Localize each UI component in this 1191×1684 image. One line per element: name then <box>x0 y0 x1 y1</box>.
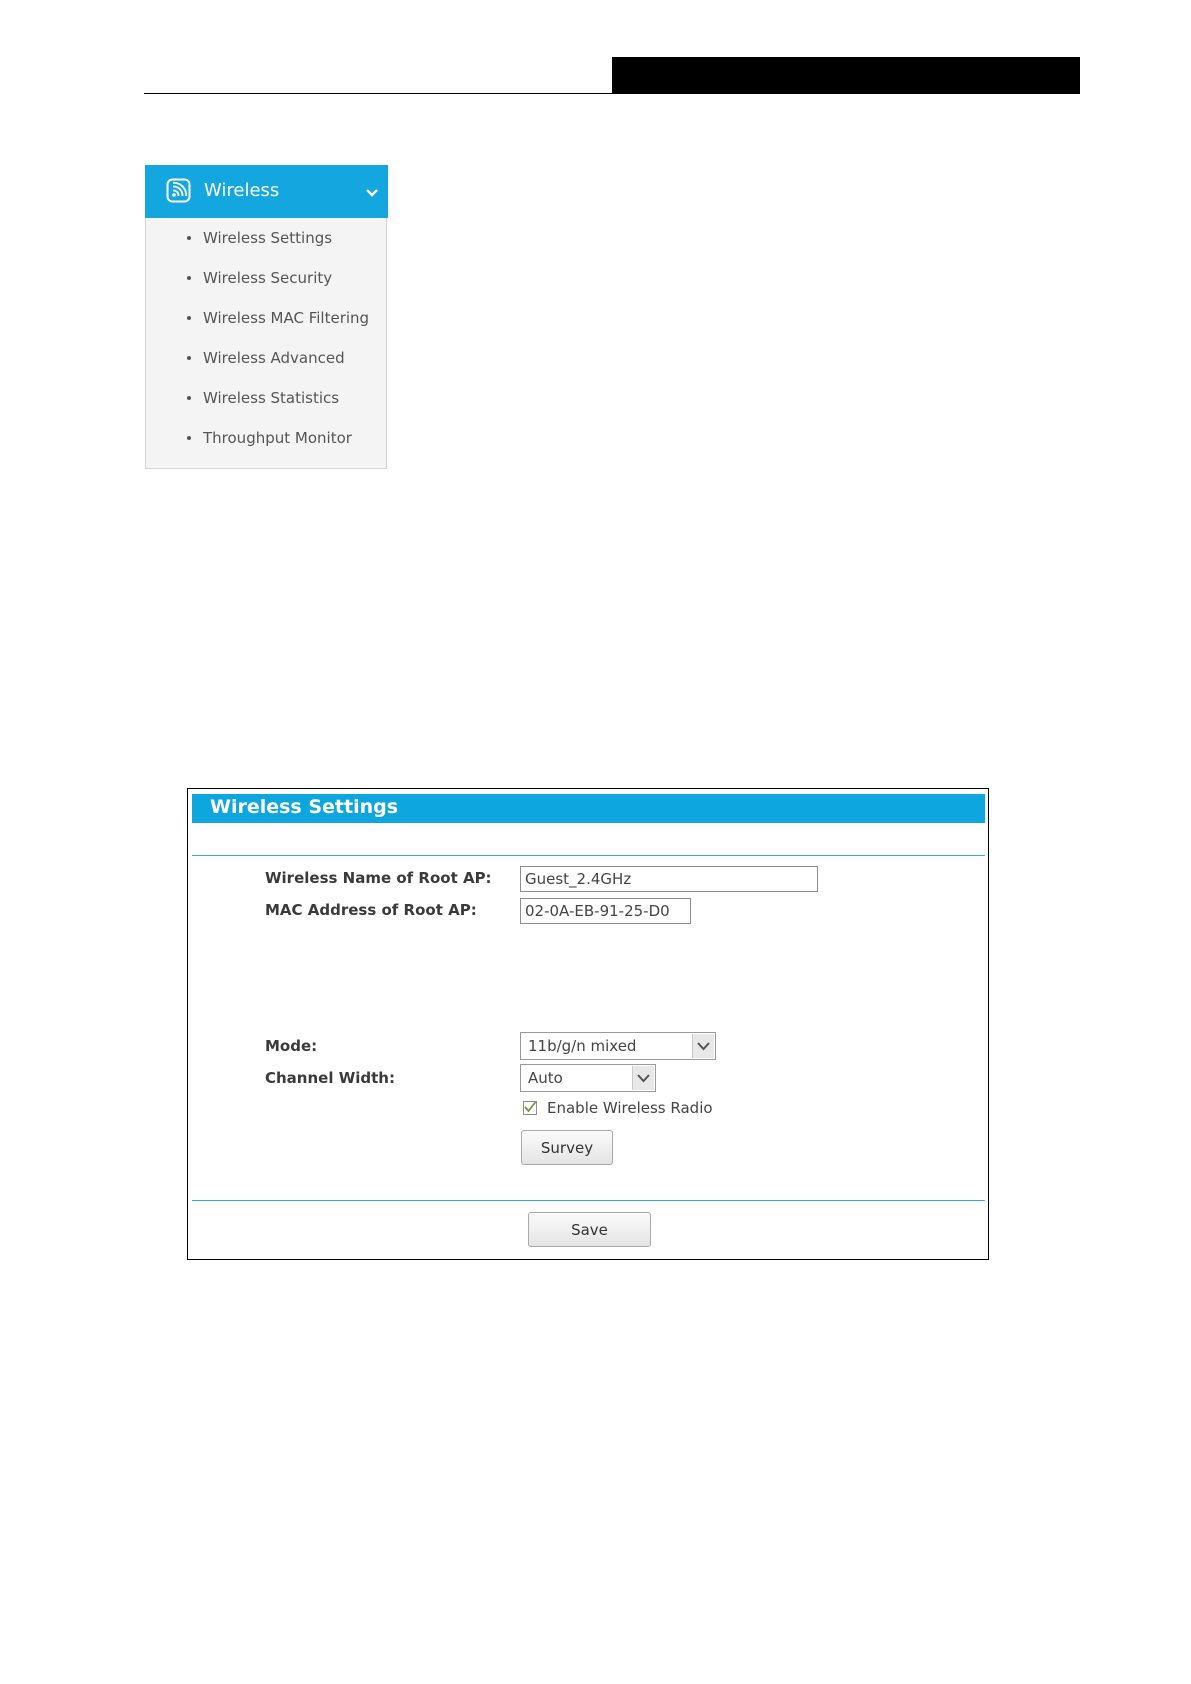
wifi-icon <box>166 178 191 203</box>
survey-button[interactable]: Survey <box>521 1130 613 1165</box>
menu-title: Wireless <box>204 180 280 201</box>
menu-header-wireless[interactable] <box>145 165 388 218</box>
panel-title: Wireless Settings <box>210 796 399 818</box>
menu-item-label: Wireless Advanced <box>203 349 345 367</box>
menu-item-label: Wireless MAC Filtering <box>203 309 370 327</box>
mode-value: 11b/g/n mixed <box>528 1037 637 1055</box>
menu-item-wireless-advanced[interactable] <box>146 338 386 378</box>
bullet-icon <box>187 316 191 320</box>
header-rule <box>144 93 1080 94</box>
root-ap-mac-field[interactable]: 02-0A-EB-91-25-D0 <box>520 898 691 924</box>
root-ap-name-label: Wireless Name of Root AP: <box>265 869 492 887</box>
menu-item-wireless-mac-filtering[interactable] <box>146 298 386 338</box>
chevron-down-icon <box>633 1066 654 1090</box>
menu-item-label: Wireless Statistics <box>203 389 340 407</box>
menu-list <box>146 218 386 458</box>
menu-item-throughput-monitor[interactable] <box>146 418 386 458</box>
bullet-icon <box>187 236 191 240</box>
menu-item-wireless-security[interactable] <box>146 258 386 298</box>
mode-select[interactable] <box>520 1032 716 1060</box>
dropdown-arrow <box>692 1034 714 1058</box>
channel-width-select[interactable] <box>520 1064 656 1092</box>
save-button[interactable]: Save <box>528 1212 651 1247</box>
chevron-down-icon <box>364 184 380 200</box>
bullet-icon <box>187 356 191 360</box>
menu-item-label: Wireless Settings <box>203 229 333 247</box>
bullet-icon <box>187 396 191 400</box>
bullet-icon <box>187 436 191 440</box>
header-bar <box>612 57 1080 94</box>
wireless-settings-panel <box>187 788 989 1260</box>
top-divider <box>192 855 985 856</box>
bullet-icon <box>187 276 191 280</box>
channel-width-label: Channel Width: <box>265 1069 395 1087</box>
panel-header <box>192 794 985 823</box>
channel-width-value: Auto <box>528 1069 563 1087</box>
menu-item-label: Wireless Security <box>203 269 333 287</box>
menu-item-wireless-statistics[interactable] <box>146 378 386 418</box>
chevron-down-icon <box>693 1034 714 1058</box>
menu-item-wireless-settings[interactable] <box>146 218 386 258</box>
checkmark-icon <box>523 1100 537 1114</box>
bottom-divider <box>192 1200 985 1201</box>
root-ap-name-field[interactable]: Guest_2.4GHz <box>520 866 818 892</box>
enable-wireless-radio-checkbox[interactable] <box>523 1101 537 1115</box>
menu-item-label: Throughput Monitor <box>203 429 352 447</box>
enable-wireless-radio-label: Enable Wireless Radio <box>547 1099 713 1117</box>
root-ap-mac-label: MAC Address of Root AP: <box>265 901 477 919</box>
mode-label: Mode: <box>265 1037 318 1055</box>
dropdown-arrow <box>632 1066 654 1090</box>
